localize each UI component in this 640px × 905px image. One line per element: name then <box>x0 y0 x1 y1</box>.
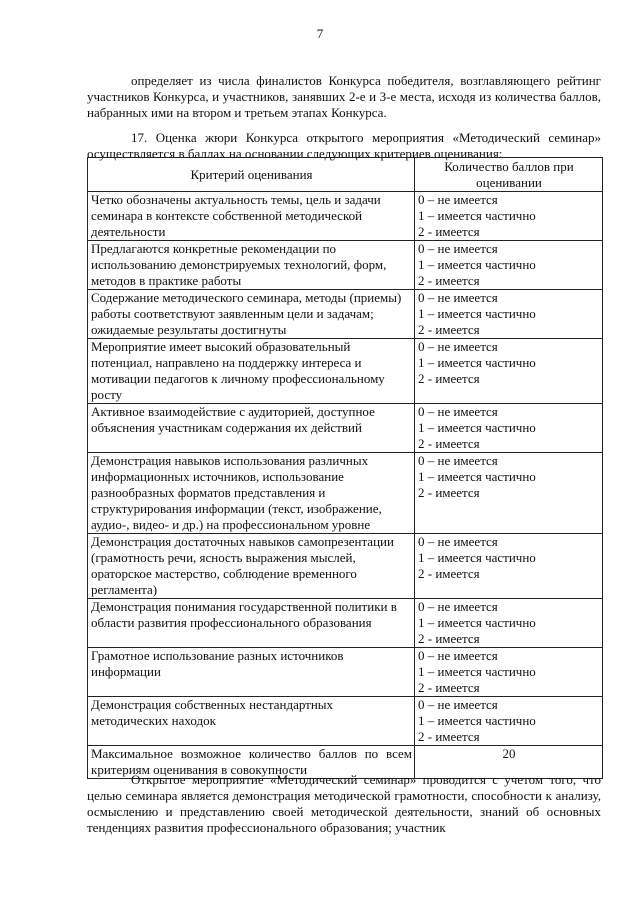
points-cell <box>415 290 603 339</box>
table-row <box>88 534 603 599</box>
table-row <box>88 192 603 241</box>
points-cell <box>415 404 603 453</box>
score-1: 1 – имеется частично <box>418 469 536 484</box>
header-points: Количество баллов при оценивании <box>415 158 603 192</box>
paragraph-winner-determination: определяет из числа финалистов Конкурса победителя, возглавляющего рейтинг участников Конкурса, и участников, занявших 2-е и 3-е места, исходя из количества баллов, набранных ими на втором и третьем этапах Конкурса. <box>87 73 601 120</box>
total-label: Максимальное возможное количество баллов по всем критериям оценивания в совокупности <box>88 746 415 779</box>
criterion-cell: Четко обозначены актуальность темы, цель и задачи семинара в контексте собственной методической деятельности <box>88 192 415 241</box>
score-0: 0 – не имеется <box>418 241 498 256</box>
criterion-cell: Предлагаются конкретные рекомендации по использованию демонстрируемых технологий, форм, методов в практике работы <box>88 241 415 290</box>
score-2: 2 - имеется <box>418 729 480 744</box>
table-row <box>88 648 603 697</box>
points-cell <box>415 339 603 404</box>
points-cell <box>415 599 603 648</box>
score-1: 1 – имеется частично <box>418 550 536 565</box>
score-2: 2 - имеется <box>418 322 480 337</box>
criterion-cell: Демонстрация собственных нестандартных методических находок <box>88 697 415 746</box>
score-0: 0 – не имеется <box>418 339 498 354</box>
score-1: 1 – имеется частично <box>418 257 536 272</box>
points-cell <box>415 192 603 241</box>
table-row <box>88 290 603 339</box>
score-2: 2 - имеется <box>418 224 480 239</box>
score-0: 0 – не имеется <box>418 192 498 207</box>
score-2: 2 - имеется <box>418 485 480 500</box>
criterion-cell: Демонстрация достаточных навыков самопрезентации (грамотность речи, ясность выражения мыслей, ораторское мастерство, соблюдение временного регламента) <box>88 534 415 599</box>
score-1: 1 – имеется частично <box>418 208 536 223</box>
page-number: 7 <box>316 26 324 41</box>
score-2: 2 - имеется <box>418 631 480 646</box>
table-row <box>88 241 603 290</box>
score-2: 2 - имеется <box>418 273 480 288</box>
table-header-row <box>88 158 603 192</box>
criterion-cell: Демонстрация понимания государственной политики в области развития профессионального образования <box>88 599 415 648</box>
score-0: 0 – не имеется <box>418 697 498 712</box>
criterion-cell: Грамотное использование разных источников информации <box>88 648 415 697</box>
criteria-table <box>87 157 603 779</box>
points-cell <box>415 697 603 746</box>
score-0: 0 – не имеется <box>418 599 498 614</box>
score-1: 1 – имеется частично <box>418 615 536 630</box>
header-criterion: Критерий оценивания <box>88 158 415 192</box>
table-row <box>88 599 603 648</box>
score-0: 0 – не имеется <box>418 648 498 663</box>
score-2: 2 - имеется <box>418 436 480 451</box>
points-cell <box>415 534 603 599</box>
score-0: 0 – не имеется <box>418 290 498 305</box>
score-1: 1 – имеется частично <box>418 664 536 679</box>
paragraph-seminar-description: Открытое мероприятие «Методический семинар» проводится с учетом того, что целью семинара является демонстрация методической грамотности, способности к анализу, осмыслению и представлению своей методической деятельности, знаний об основных тенденциях развития профессионального образования; участник <box>87 772 601 835</box>
score-0: 0 – не имеется <box>418 534 498 549</box>
table-row <box>88 404 603 453</box>
table-row <box>88 453 603 534</box>
score-2: 2 - имеется <box>418 680 480 695</box>
points-cell <box>415 241 603 290</box>
score-1: 1 – имеется частично <box>418 306 536 321</box>
criterion-cell: Активное взаимодействие с аудиторией, доступное объяснения участникам содержания их действий <box>88 404 415 453</box>
score-1: 1 – имеется частично <box>418 355 536 370</box>
score-0: 0 – не имеется <box>418 404 498 419</box>
score-0: 0 – не имеется <box>418 453 498 468</box>
criterion-cell: Демонстрация навыков использования различных информационных источников, использование разнообразных форматов представления и структурирования информации (текст, изображение, аудио-, видео- и др.) на профессиональном уровне <box>88 453 415 534</box>
paragraph-17-jury-evaluation: 17. Оценка жюри Конкурса открытого мероприятия «Методический семинар» осуществляется в баллах на основании следующих критериев оценивания: <box>87 130 601 161</box>
total-value: 20 <box>415 746 603 779</box>
criterion-cell: Мероприятие имеет высокий образовательный потенциал, направлено на поддержку интереса и мотивации педагогов к личному профессиональному росту <box>88 339 415 404</box>
score-1: 1 – имеется частично <box>418 420 536 435</box>
points-cell <box>415 453 603 534</box>
criterion-cell: Содержание методического семинара, методы (приемы) работы соответствуют заявленным цели и задачам; ожидаемые результаты достигнуты <box>88 290 415 339</box>
score-1: 1 – имеется частично <box>418 713 536 728</box>
score-2: 2 - имеется <box>418 566 480 581</box>
score-2: 2 - имеется <box>418 371 480 386</box>
points-cell <box>415 648 603 697</box>
table-row <box>88 697 603 746</box>
table-row <box>88 339 603 404</box>
